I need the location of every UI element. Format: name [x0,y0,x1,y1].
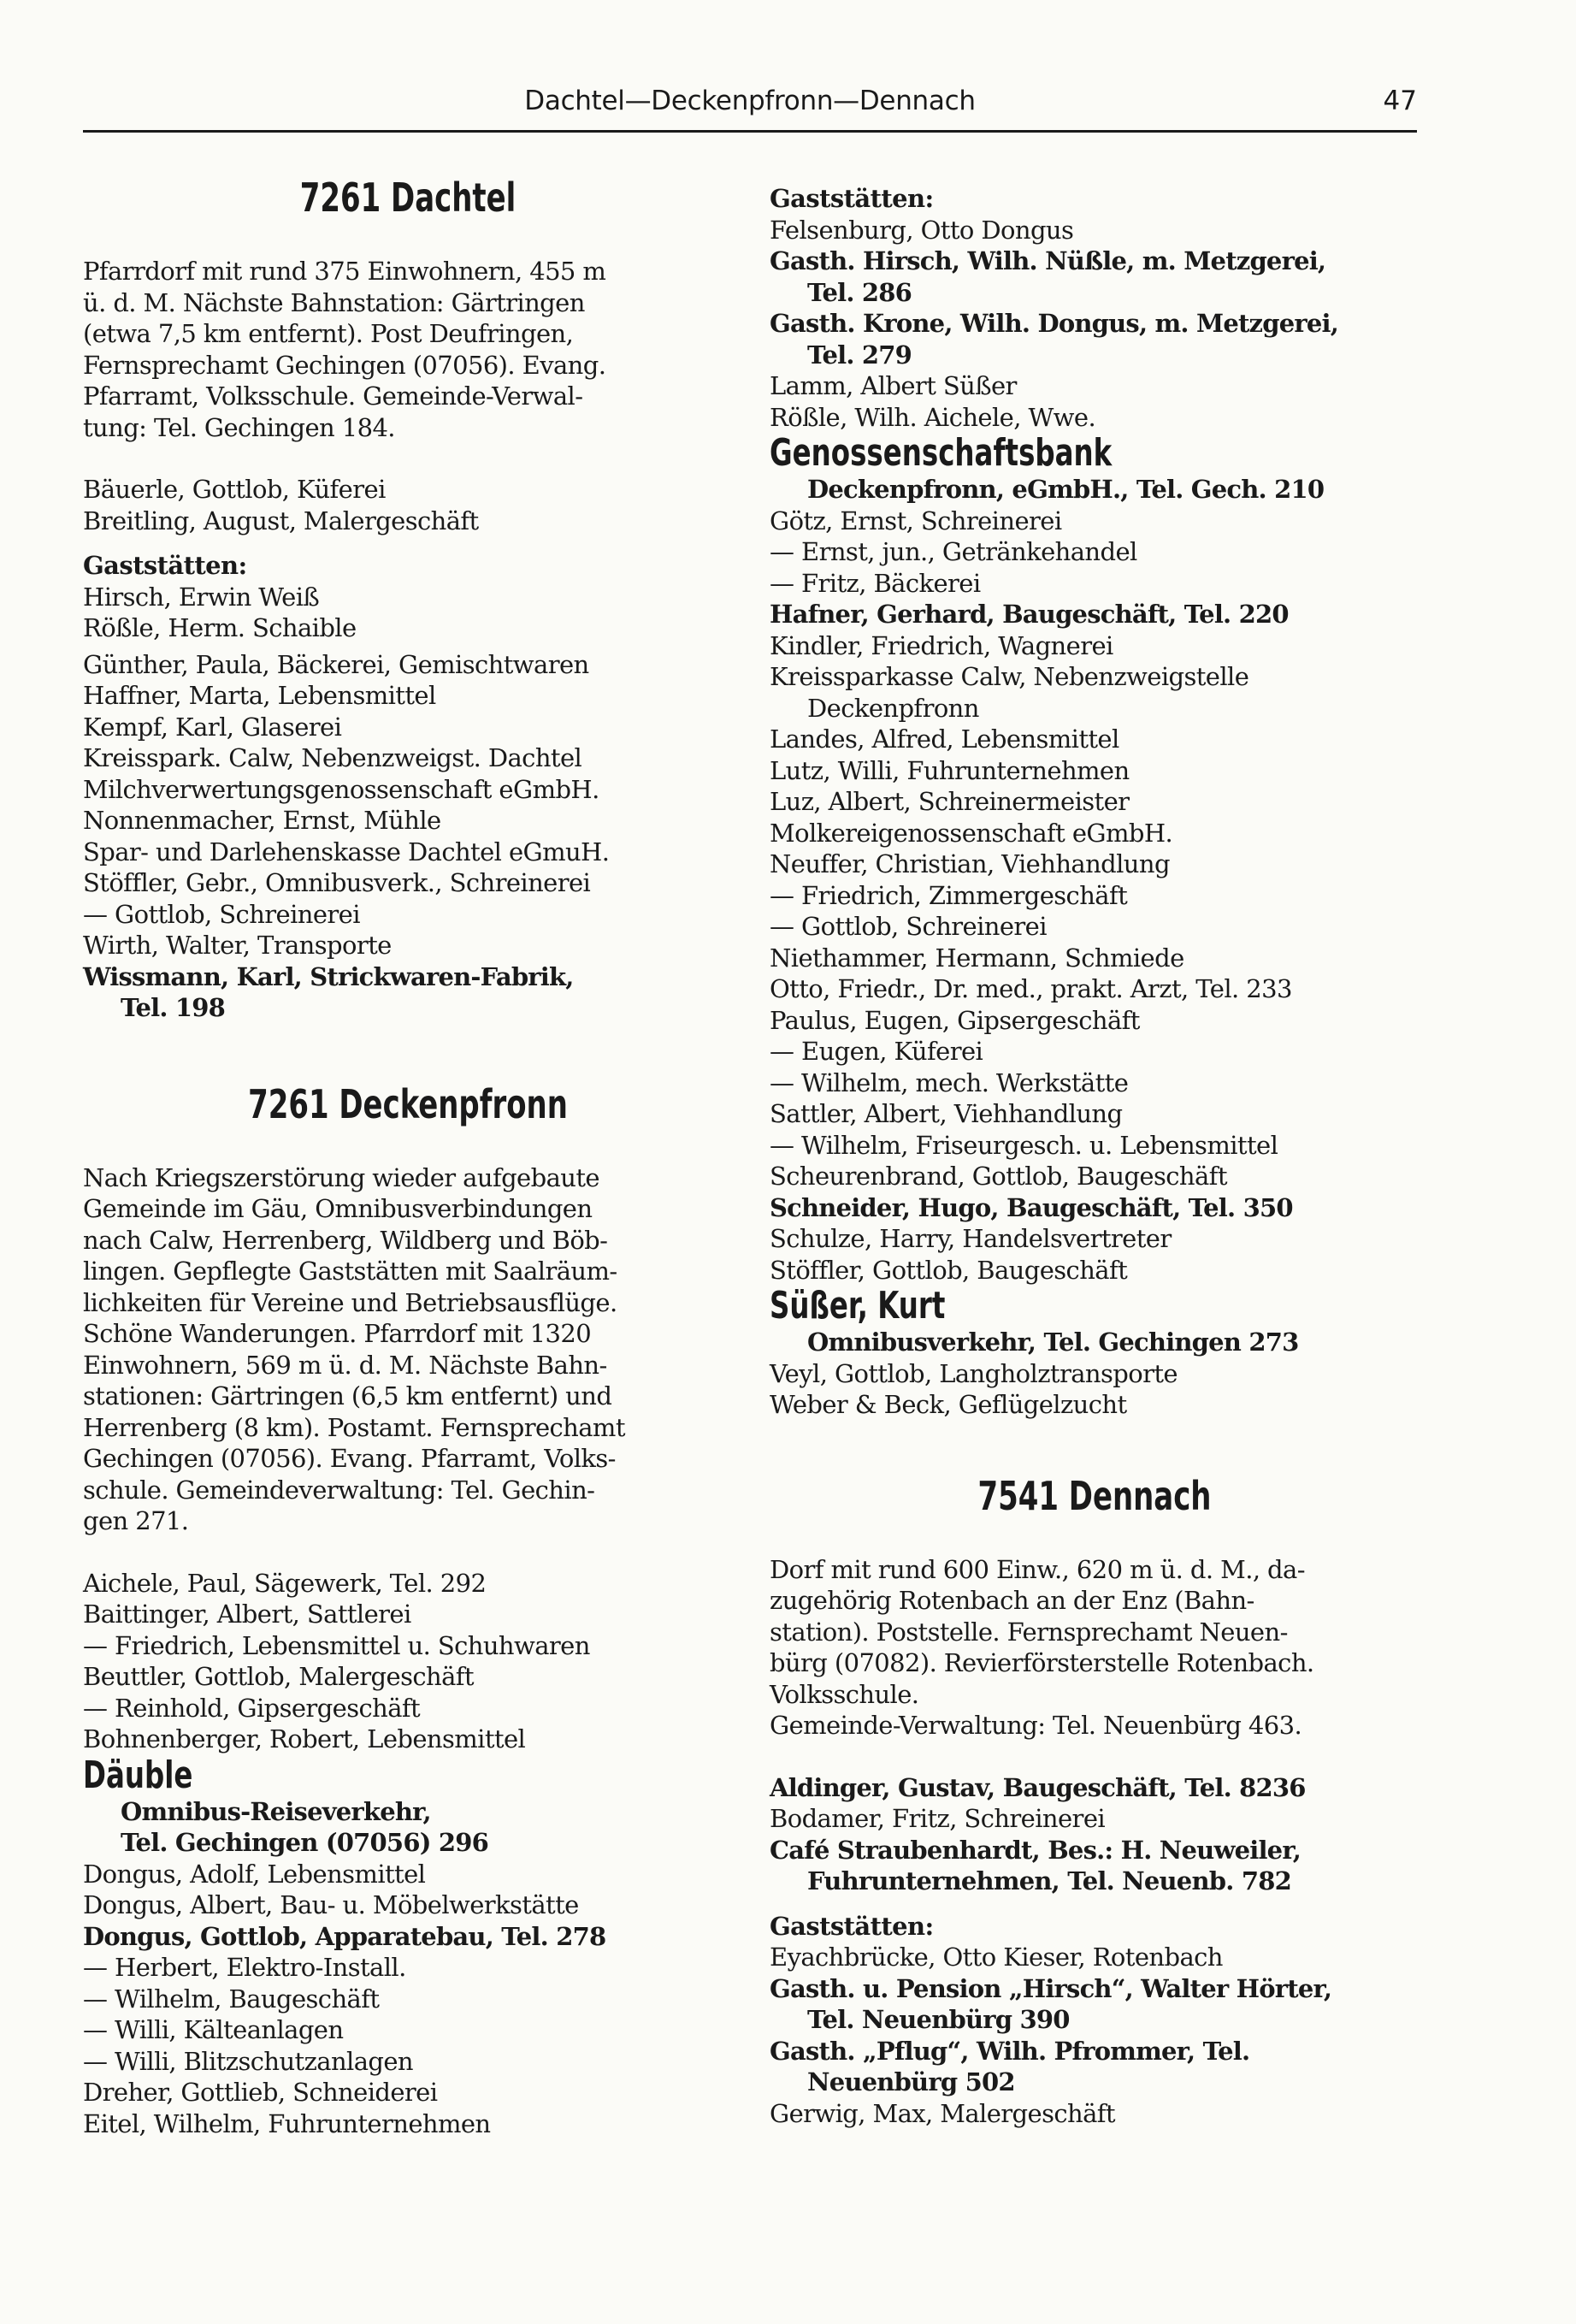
list-item: — Willi, Kälteanlagen [83,2015,344,2044]
list-item: Rößle, Herm. Schaible [83,613,357,642]
list-item: Rößle, Wilh. Aichele, Wwe. [770,402,1096,432]
list-item: Günther, Paula, Bäckerei, Gemischtwaren [83,649,589,679]
intro-line: stationen: Gärtringen (6,5 km entfernt) und [83,1381,612,1410]
list-item: Dreher, Gottlieb, Schneiderei [83,2078,438,2107]
list-item: Luz, Albert, Schreinermeister [770,787,1130,816]
list-item: Haffner, Marta, Lebensmittel [83,681,436,710]
list-item: Bohnenberger, Robert, Lebensmittel [83,1724,526,1753]
advert-name-bank: Genossenschaftsbank [770,431,1113,475]
list-item: Milchverwertungsgenossenschaft eGmbH. [83,774,599,804]
list-item-bold-cont: Tel. 198 [121,993,226,1022]
list-item-bold: Gasth. u. Pension „Hirsch“, Walter Hörter, [770,1973,1332,2003]
dachtel-list-2 [83,649,733,961]
list-item: Baittinger, Albert, Sattlerei [83,1600,411,1629]
intro-line: lichkeiten für Vereine und Betriebsausflüge. [83,1287,617,1317]
intro-line: station). Poststelle. Fernsprechamt Neuen- [770,1617,1288,1647]
list-item: Stöffler, Gottlob, Baugeschäft [770,1255,1128,1285]
list-item: Stöffler, Gebr., Omnibusverk., Schreinerei [83,868,591,897]
list-item: Neuffer, Christian, Viehhandlung [770,849,1170,878]
list-item: — Friedrich, Zimmergeschäft [770,880,1128,910]
list-item: Felsenburg, Otto Dongus [770,215,1074,245]
gaststaetten-label: Gaststätten: [770,184,934,213]
list-item: Bäuerle, Gottlob, Küferei [83,475,386,504]
list-item: — Herbert, Elektro-Install. [83,1953,406,1982]
gaststaetten-label: Gaststätten: [770,1911,934,1941]
intro-line: Herrenberg (8 km). Postamt. Fernsprechamt [83,1412,625,1442]
list-item: Wirth, Walter, Transporte [83,931,392,960]
intro-line: schule. Gemeindeverwaltung: Tel. Gechin- [83,1475,595,1505]
list-item: — Willi, Blitzschutzanlagen [83,2046,413,2076]
list-item: Niethammer, Hermann, Schmiede [770,943,1184,973]
advert-name-suesser: Süßer, Kurt [770,1284,946,1328]
list-item: Spar- und Darlehenskasse Dachtel eGmuH. [83,837,610,866]
list-item: Aichele, Paul, Sägewerk, Tel. 292 [83,1568,487,1598]
dennach-intro [770,1554,1420,1742]
list-item: — Gottlob, Schreinerei [770,912,1047,941]
intro-line: lingen. Gepflegte Gaststätten mit Saalräum- [83,1257,617,1286]
intro-line: Schöne Wanderungen. Pfarrdorf mit 1320 [83,1319,592,1348]
advert-detail: Omnibus-Reiseverkehr, [121,1796,431,1826]
page-header [83,79,1417,133]
list-item: Nonnenmacher, Ernst, Mühle [83,806,441,835]
intro-line: Gemeinde-Verwaltung: Tel. Neuenbürg 463. [770,1711,1302,1740]
list-item: — Gottlob, Schreinerei [83,899,360,929]
list-item: — Ernst, jun., Getränkehandel [770,537,1137,566]
list-item: Kreissparkasse Calw, Nebenzweigstelle [770,662,1249,691]
section-heading-deckenpfronn: 7261 Deckenpfronn [248,1080,568,1127]
list-item: Veyl, Gottlob, Langholztransporte [770,1358,1178,1388]
intro-line: nach Calw, Herrenberg, Wildberg und Böb- [83,1225,608,1255]
list-item: Scheurenbrand, Gottlob, Baugeschäft [770,1162,1227,1191]
list-item: Eyachbrücke, Otto Kieser, Rotenbach [770,1943,1223,1972]
list-item-bold: Wissmann, Karl, Strickwaren-Fabrik, [83,961,574,991]
list-item: — Friedrich, Lebensmittel u. Schuhwaren [83,1630,590,1660]
page-number: 47 [1383,86,1417,116]
list-item: Breitling, August, Malergeschäft [83,506,479,535]
list-item: — Wilhelm, mech. Werkstätte [770,1067,1129,1097]
list-item-bold-cont: Tel. 279 [807,340,912,370]
deckenpfronn-list-3 [83,1952,733,2139]
list-item-bold: Aldinger, Gustav, Baugeschäft, Tel. 8236 [770,1772,1306,1802]
list-item-bold: Gasth. Hirsch, Wilh. Nüßle, m. Metzgerei, [770,246,1326,275]
list-item-bold: Hafner, Gerhard, Baugeschäft, Tel. 220 [770,600,1289,629]
list-item: — Reinhold, Gipsergeschäft [83,1693,421,1723]
intro-line: bürg (07082). Revierförsterstelle Rotenbach. [770,1648,1314,1677]
list-item-bold-cont: Tel. 286 [807,277,912,307]
list-item: Paulus, Eugen, Gipsergeschäft [770,1005,1140,1035]
intro-line: Dorf mit rund 600 Einw., 620 m ü. d. M., da- [770,1554,1305,1584]
list-item: Hirsch, Erwin Weiß [83,582,320,612]
dachtel-list-1 [83,474,733,536]
list-item: Beuttler, Gottlob, Malergeschäft [83,1662,474,1691]
list-item: Weber & Beck, Geflügelzucht [770,1390,1127,1419]
list-item: Dongus, Albert, Bau- u. Möbelwerkstätte [83,1890,579,1919]
list-item: Otto, Friedr., Dr. med., prakt. Arzt, Tel. 233 [770,974,1292,1003]
intro-line: gen 271. [83,1506,189,1535]
intro-line: Pfarrdorf mit rund 375 Einwohnern, 455 m [83,257,606,286]
list-item: — Eugen, Küferei [770,1037,983,1066]
list-item: — Wilhelm, Baugeschäft [83,1984,380,2014]
intro-line: Nach Kriegszerstörung wieder aufgebaute [83,1162,599,1192]
list-item: Gerwig, Max, Malergeschäft [770,2098,1115,2128]
list-item-bold: Gasth. Krone, Wilh. Dongus, m. Metzgerei, [770,309,1338,338]
list-item: Kindler, Friedrich, Wagnerei [770,630,1113,660]
running-head: Dachtel—Deckenpfronn—Dennach [524,86,976,116]
intro-line: (etwa 7,5 km entfernt). Post Deufringen, [83,319,574,348]
intro-line: Gemeinde im Gäu, Omnibusverbindungen [83,1194,593,1223]
list-item: Molkereigenossenschaft eGmbH. [770,818,1173,848]
dachtel-intro [83,256,733,443]
section-heading-dachtel: 7261 Dachtel [299,174,516,221]
intro-line: ü. d. M. Nächste Bahnstation: Gärtringen [83,287,585,317]
list-item: Dongus, Adolf, Lebensmittel [83,1859,426,1889]
intro-line: Gechingen (07056). Evang. Pfarramt, Volks- [83,1444,616,1473]
list-item: Lamm, Albert Süßer [770,371,1017,400]
list-item-bold: Café Straubenhardt, Bes.: H. Neuweiler, [770,1835,1302,1865]
list-item-bold-cont: Fuhrunternehmen, Tel. Neuenb. 782 [807,1866,1291,1895]
list-item: — Fritz, Bäckerei [770,568,981,598]
section-heading-dennach: 7541 Dennach [977,1472,1212,1519]
list-item: Lutz, Willi, Fuhrunternehmen [770,755,1130,785]
list-item: Bodamer, Fritz, Schreinerei [770,1804,1106,1833]
list-item-bold-cont: Neuenbürg 502 [807,2067,1015,2096]
list-item: Eitel, Wilhelm, Fuhrunternehmen [83,2108,491,2138]
intro-line: Fernsprechamt Gechingen (07056). Evang. [83,350,606,380]
list-item: Kempf, Karl, Glaserei [83,712,342,742]
advert-detail: Tel. Gechingen (07056) 296 [121,1828,489,1857]
advert-name-daeuble: Däuble [83,1753,193,1797]
dachtel-gaststaetten [83,582,733,644]
list-item-bold: Schneider, Hugo, Baugeschäft, Tel. 350 [770,1192,1293,1222]
list-item: Kreisspark. Calw, Nebenzweigst. Dachtel [83,743,582,772]
advert-detail: Deckenpfronn, eGmbH., Tel. Gech. 210 [807,475,1325,504]
deckenpfronn-list-2 [83,1859,733,1921]
list-item-bold: Dongus, Gottlob, Apparatebau, Tel. 278 [83,1921,606,1951]
intro-line: Einwohnern, 569 m ü. d. M. Nächste Bahn- [83,1350,607,1380]
list-item: Schulze, Harry, Handelsvertreter [770,1224,1172,1253]
intro-line: tung: Tel. Gechingen 184. [83,412,395,442]
right-column [770,183,1420,2129]
advert-detail: Omnibusverkehr, Tel. Gechingen 273 [807,1328,1299,1357]
list-item-cont: Deckenpfronn [807,693,979,723]
deckenpfronn-intro [83,1162,733,1537]
left-column [83,175,733,2139]
list-item-bold: Gasth. „Pflug“, Wilh. Pfrommer, Tel. [770,2036,1250,2066]
gaststaetten-label: Gaststätten: [83,551,247,580]
list-item: — Wilhelm, Friseurgesch. u. Lebensmittel [770,1130,1278,1160]
intro-line: Pfarramt, Volksschule. Gemeinde-Verwal- [83,381,583,411]
intro-line: zugehörig Rotenbach an der Enz (Bahn- [770,1586,1254,1615]
deckenpfronn-list-1 [83,1568,733,1755]
intro-line: Volksschule. [770,1679,919,1709]
list-item: Landes, Alfred, Lebensmittel [770,724,1119,754]
list-item: Götz, Ernst, Schreinerei [770,506,1062,535]
list-item: Sattler, Albert, Viehhandlung [770,1099,1123,1128]
list-item-bold-cont: Tel. Neuenbürg 390 [807,2005,1070,2034]
